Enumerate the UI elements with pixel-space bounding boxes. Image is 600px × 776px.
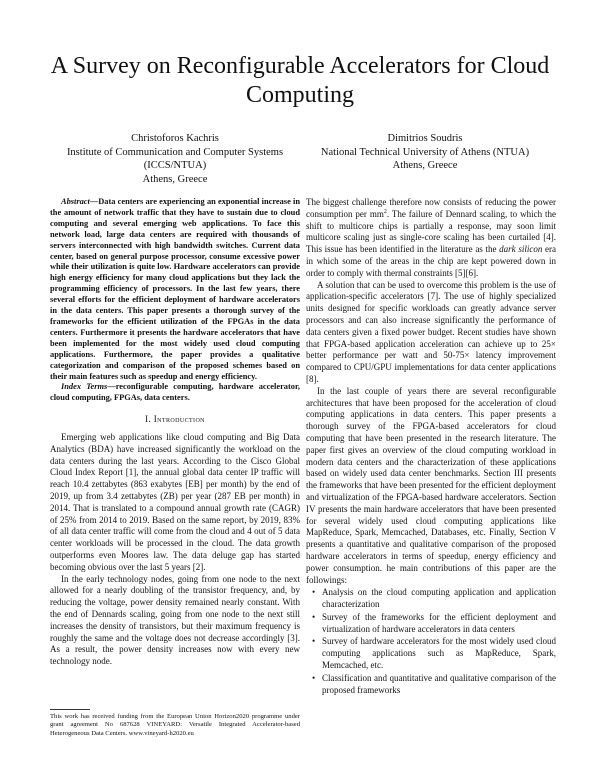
author-affiliation: National Technical University of Athens (NTUA)	[320, 146, 530, 158]
footnote-rule	[50, 709, 90, 710]
paragraph-text: era in which some of the areas in the chip are kept powered down in order to comply with thermal constraints [5][6].	[306, 244, 556, 278]
section-heading	[50, 414, 300, 426]
paragraph	[306, 197, 556, 280]
superscript: 2	[383, 208, 387, 215]
index-terms-text: —reconfigurable computing, hardware accelerator, cloud computing, FPGAs, data centers.	[50, 382, 300, 403]
paragraph: In the last couple of years there are several reconfigurable architectures that have been proposed for the acceleration of cloud computing applications in data centers. This paper presents a thorough survey of the FPGA-based accelerators for cloud computing that have been presented in the research literature. The paper first gives an overview of the cloud computing workload in modern data centers and the characterization of these applications based on widely used data center benchmarks. Section III presents the frameworks that have been presented for the efficient deployment and virtualization of the FPGA-based hardware accelerators. Section IV presents the main hardware accelerators that have been presented for several widely used cloud computing applications like MapReduce, Spark, Memcached, Databases, etc. Finally, Section V presents a quantitative and qualitative comparison of the proposed hardware accelerators in terms of speedup, energy efficiency and power consumption. he main contributions of this paper are the followings:	[306, 385, 556, 585]
author-block-2	[305, 132, 545, 173]
author-name: Dimitrios Soudris	[387, 133, 463, 144]
author-name: Christoforos Kachris	[131, 133, 219, 144]
index-terms	[50, 382, 300, 404]
paragraph: A solution that can be used to overcome this problem is the use of application-specific accelerators [7]. The use of highly specialized units designed for specific workloads can greatly advance server processors and can also increase significantly the performance of data centers given a fixed power budget. Recent studies have shown that FPGA-based application acceleration can achieve up to 25× better performance per watt and 50-75× latency improvement compared to CPU/GPU implementations for data center applications [8].	[306, 279, 556, 384]
author-location: Athens, Greece	[142, 173, 208, 185]
paragraph-text: . The failure of Dennard scaling, to which the shift to multicore chips is partially a response, may soon limit multicore scaling just as single-core scaling has been curtailed [4]. This issue has been identified in the literature as the	[306, 208, 556, 255]
index-terms-label: Index Terms	[61, 382, 108, 392]
footnote: This work has received funding from the European Union Horizon2020 programme under grant agreement No 687628 VINEYARD: Versatile Integrated Accelerator-based Heterogeneous Data Centers. www.vineyard-h2020.eu	[50, 713, 300, 737]
author-affiliation: Institute of Communication and Computer Systems (ICCS/NTUA)	[66, 146, 284, 171]
paper-title: A Survey on Reconfigurable Accelerators for Cloud Computing	[50, 53, 550, 108]
abstract-text: —Data centers are experiencing an exponential increase in the amount of network traffic that they have to sustain due to cloud computing and several emerging web applications. To face this network load, large data centers are required with thousands of servers interconnected with high bandwidth switches. Current data center, based on general purpose processor, consume excessive power while their utilization is quite low. Hardware accelerators can provide high energy efficiency for many cloud applications but they lack the programming efficiency of processors. In the last few years, there several efforts for the efficient deployment of hardware accelerators in the data centers. This paper presents a thorough survey of the frameworks for the efficient utilization of the FPGAs in the data centers. Furthermore it presents the hardware accelerators that have been implemented for the most widely used cloud computing applications. Furthermore, the paper provides a qualitative categorization and comparison of the proposed schemes based on their main features such as speedup and energy efficiency.	[50, 197, 300, 381]
contributions-list	[306, 587, 556, 696]
list-item: • Survey of the frameworks for the efficient deployment and virtualization of hardware accelerators in data centers	[322, 612, 556, 636]
emphasis: dark silicon	[499, 244, 543, 255]
section-number: I.	[145, 414, 152, 425]
paragraph: In the early technology nodes, going from one node to the next allowed for a nearly doubling of the transistor frequency, and, by reducing the voltage, power density remained nearly constant. With the end of Dennards scaling, going from one node to the next still increases the density of transistors, but their maximum frequency is roughly the same and the voltage does not decrease accordingly [3]. As a result, the power density increases now with every new technology node.	[50, 573, 300, 667]
list-item: • Classification and quantitative and qualitative comparison of the proposed frameworks	[322, 673, 556, 697]
list-item: • Analysis on the cloud computing application and application characterization	[322, 587, 556, 611]
list-item: • Survey of hardware accelerators for the most widely used cloud computing applications such as MapReduce, Spark, Memcached, etc.	[322, 636, 556, 671]
author-block-1	[50, 132, 300, 186]
left-column	[50, 197, 300, 668]
section-title: Introduction	[153, 414, 205, 425]
paragraph: Emerging web applications like cloud computing and Big Data Analytics (BDA) have increased significantly the workload on the data centers during the last years. According to the Cisco Global Cloud Index Report [1], the annual global data center IP traffic will reach 10.4 zettabytes (863 exabytes [EB] per month) by the end of 2019, up from 3.4 zettabytes (ZB) per year (287 EB per month) in 2014. That is translated to a compound annual growth rate (CAGR) of 25% from 2014 to 2019. Based on the same report, by 2019, 83% of all data center traffic will come from the cloud and 4 out of 5 data center workloads will be processed in the cloud. The data growth outperforms even Moores law. The data deluge gap has started becoming obvious over the last 5 years [2].	[50, 432, 300, 572]
paragraph-text: The biggest challenge therefore now consists of reducing the power consumption per mm	[306, 197, 556, 219]
author-location: Athens, Greece	[392, 160, 458, 171]
right-column	[306, 197, 556, 697]
abstract	[50, 197, 300, 382]
abstract-label: Abstract	[61, 197, 90, 206]
